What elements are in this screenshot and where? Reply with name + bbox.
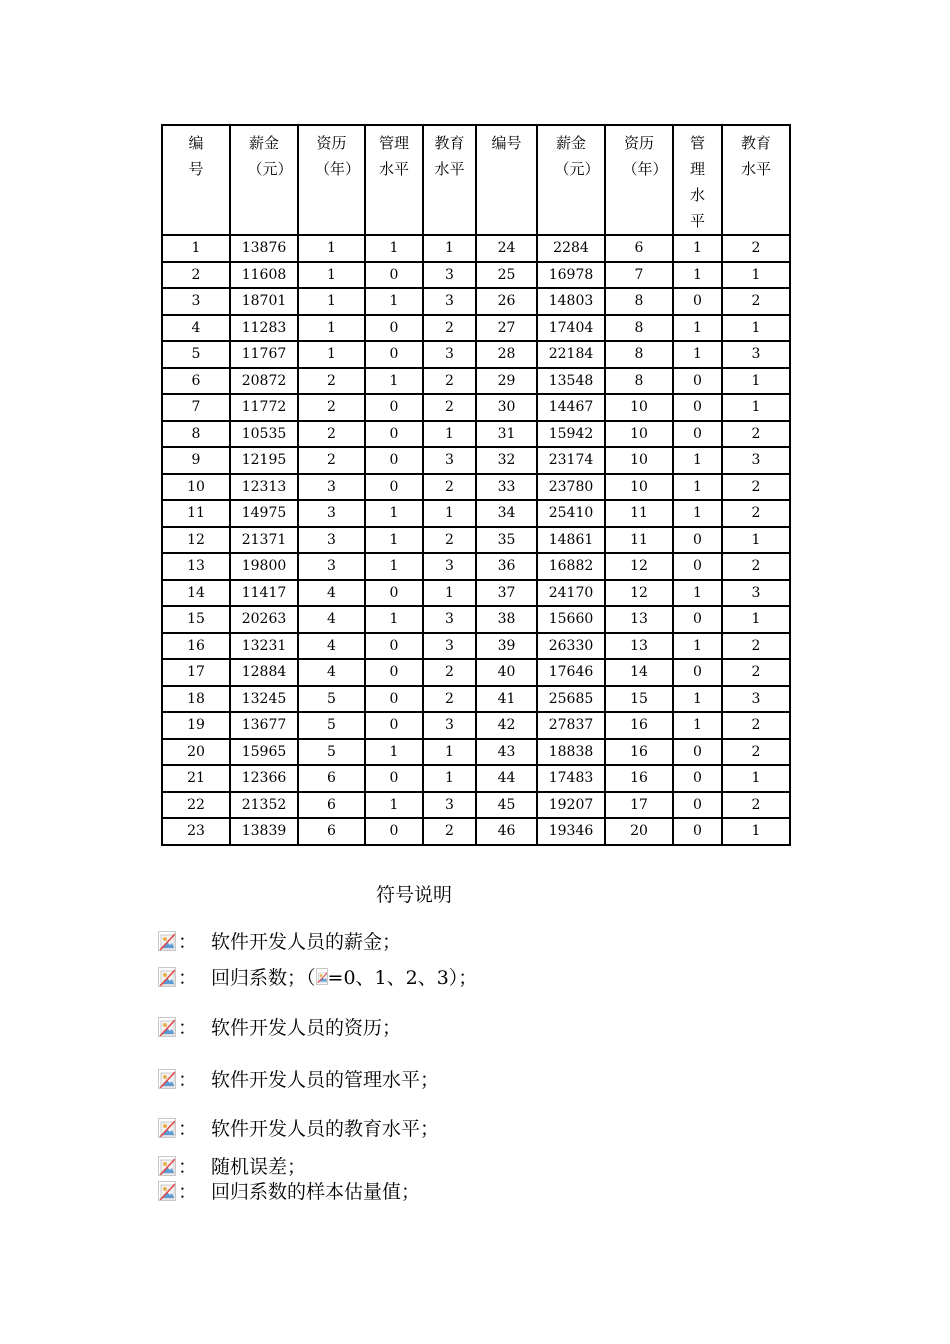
table-cell: 0 [365, 447, 423, 474]
table-row [162, 633, 790, 660]
table-cell: 28 [476, 341, 537, 368]
table-cell: 15660 [537, 606, 605, 633]
table-cell: 2 [423, 394, 476, 421]
header-cell: 薪金（元） [537, 125, 605, 235]
table-cell: 3 [423, 633, 476, 660]
table-cell: 12313 [230, 474, 298, 501]
table-cell: 24 [476, 235, 537, 262]
table-cell: 15 [162, 606, 230, 633]
table-cell: 1 [722, 527, 790, 554]
table-cell: 39 [476, 633, 537, 660]
table-cell: 6 [162, 368, 230, 395]
table-cell: 13839 [230, 818, 298, 845]
table-cell: 11772 [230, 394, 298, 421]
table-cell: 2 [423, 686, 476, 713]
table-cell: 13 [162, 553, 230, 580]
table-row [162, 580, 790, 607]
table-cell: 37 [476, 580, 537, 607]
header-cell: 管理水平 [365, 125, 423, 235]
table-cell: 15 [605, 686, 673, 713]
table-cell: 0 [365, 659, 423, 686]
table-cell: 18701 [230, 288, 298, 315]
table-row [162, 765, 790, 792]
legend-colon: ： [178, 931, 198, 953]
table-cell: 32 [476, 447, 537, 474]
table-cell: 0 [673, 288, 722, 315]
table-cell: 1 [365, 500, 423, 527]
broken-image-icon [316, 968, 328, 985]
table-cell: 25410 [537, 500, 605, 527]
table-cell: 18838 [537, 739, 605, 766]
table-cell: 41 [476, 686, 537, 713]
table-cell: 17 [605, 792, 673, 819]
table-cell: 5 [298, 686, 365, 713]
table-cell: 1 [722, 818, 790, 845]
table-cell: 3 [722, 447, 790, 474]
table-cell: 1 [365, 288, 423, 315]
table-cell: 15942 [537, 421, 605, 448]
table-cell: 0 [673, 739, 722, 766]
table-cell: 2 [423, 818, 476, 845]
table-cell: 11417 [230, 580, 298, 607]
legend-text: 软件开发人员的资历； [211, 1017, 402, 1039]
table-row [162, 739, 790, 766]
broken-image-icon [158, 1156, 176, 1176]
table-cell: 15965 [230, 739, 298, 766]
table-cell: 1 [365, 553, 423, 580]
table-cell: 45 [476, 792, 537, 819]
table-cell: 13 [605, 633, 673, 660]
table-cell: 1 [298, 262, 365, 289]
table-cell: 10 [605, 474, 673, 501]
table-cell: 13231 [230, 633, 298, 660]
table-cell: 21371 [230, 527, 298, 554]
table-cell: 3 [298, 474, 365, 501]
table-cell: 1 [673, 341, 722, 368]
legend-colon: ： [178, 1118, 198, 1140]
table-cell: 5 [298, 739, 365, 766]
table-cell: 0 [365, 262, 423, 289]
legend-text: 回归系数；（ [211, 967, 316, 989]
table-cell: 0 [365, 765, 423, 792]
table-cell: 2 [298, 394, 365, 421]
legend-text-after: =0、1、2、3）； [327, 967, 478, 989]
table-cell: 0 [673, 527, 722, 554]
header-cell: 编号 [162, 125, 230, 235]
table-cell: 1 [722, 394, 790, 421]
table-cell: 2 [423, 474, 476, 501]
table-cell: 2 [722, 421, 790, 448]
header-cell: 资历（年） [298, 125, 365, 235]
table-row [162, 368, 790, 395]
table-cell: 10 [605, 447, 673, 474]
table-cell: 38 [476, 606, 537, 633]
table-cell: 14861 [537, 527, 605, 554]
table-cell: 0 [673, 765, 722, 792]
table-row [162, 421, 790, 448]
table-cell: 1 [298, 235, 365, 262]
table-row [162, 686, 790, 713]
table-cell: 3 [423, 447, 476, 474]
table-cell: 36 [476, 553, 537, 580]
table-cell: 11283 [230, 315, 298, 342]
table-cell: 2 [722, 633, 790, 660]
table-cell: 2 [423, 315, 476, 342]
table-cell: 1 [722, 765, 790, 792]
table-cell: 19800 [230, 553, 298, 580]
table-cell: 3 [423, 606, 476, 633]
header-cell: 教育水平 [722, 125, 790, 235]
table-cell: 1 [673, 447, 722, 474]
table-cell: 1 [722, 315, 790, 342]
table-cell: 44 [476, 765, 537, 792]
table-cell: 19207 [537, 792, 605, 819]
table-cell: 6 [298, 818, 365, 845]
legend-text: 软件开发人员的教育水平； [211, 1118, 440, 1140]
table-cell: 14803 [537, 288, 605, 315]
table-cell: 2 [298, 447, 365, 474]
table-cell: 14975 [230, 500, 298, 527]
table-cell: 14 [605, 659, 673, 686]
table-cell: 22184 [537, 341, 605, 368]
table-cell: 2 [722, 235, 790, 262]
table-cell: 1 [673, 580, 722, 607]
table-cell: 23174 [537, 447, 605, 474]
table-cell: 0 [365, 712, 423, 739]
broken-image-icon [158, 1017, 176, 1037]
table-cell: 16 [162, 633, 230, 660]
table-cell: 1 [673, 633, 722, 660]
table-cell: 1 [673, 500, 722, 527]
legend-colon: ： [178, 1069, 198, 1091]
table-cell: 0 [365, 633, 423, 660]
table-cell: 25 [476, 262, 537, 289]
table-cell: 3 [298, 553, 365, 580]
legend-item [158, 927, 401, 954]
table-cell: 19346 [537, 818, 605, 845]
table-cell: 0 [673, 792, 722, 819]
table-cell: 24170 [537, 580, 605, 607]
legend-colon: ： [178, 1017, 198, 1039]
table-cell: 3 [298, 527, 365, 554]
table-cell: 1 [423, 500, 476, 527]
header-cell: 编号 [476, 125, 537, 235]
table-cell: 4 [298, 633, 365, 660]
table-cell: 20263 [230, 606, 298, 633]
table-cell: 11767 [230, 341, 298, 368]
table-row [162, 341, 790, 368]
legend-text: 随机误差； [211, 1156, 307, 1178]
table-cell: 16 [605, 765, 673, 792]
table-cell: 9 [162, 447, 230, 474]
table-cell: 16 [605, 739, 673, 766]
table-cell: 8 [605, 288, 673, 315]
legend-item [158, 1152, 306, 1179]
table-cell: 2 [423, 368, 476, 395]
table-cell: 3 [162, 288, 230, 315]
table-row [162, 262, 790, 289]
broken-image-icon [158, 1069, 176, 1089]
table-cell: 0 [365, 474, 423, 501]
table-cell: 4 [298, 580, 365, 607]
table-cell: 13 [605, 606, 673, 633]
legend-colon: ： [178, 967, 198, 989]
table-cell: 1 [722, 606, 790, 633]
table-cell: 1 [423, 739, 476, 766]
table-cell: 16882 [537, 553, 605, 580]
table-row [162, 553, 790, 580]
table-cell: 10 [605, 394, 673, 421]
table-cell: 13245 [230, 686, 298, 713]
table-cell: 10 [605, 421, 673, 448]
table-cell: 20 [162, 739, 230, 766]
table-cell: 5 [162, 341, 230, 368]
table-cell: 19 [162, 712, 230, 739]
table-cell: 20 [605, 818, 673, 845]
table-cell: 3 [423, 792, 476, 819]
table-cell: 3 [722, 580, 790, 607]
table-cell: 0 [365, 686, 423, 713]
table-cell: 13677 [230, 712, 298, 739]
table-cell: 1 [673, 262, 722, 289]
table-cell: 0 [673, 606, 722, 633]
table-cell: 17 [162, 659, 230, 686]
header-cell: 教育水平 [423, 125, 476, 235]
legend-item [158, 1013, 401, 1040]
table-cell: 25685 [537, 686, 605, 713]
legend-title: 符号说明 [375, 884, 452, 906]
table-cell: 11 [605, 500, 673, 527]
table-cell: 1 [365, 527, 423, 554]
table-cell: 1 [423, 421, 476, 448]
table-cell: 0 [365, 341, 423, 368]
table-row [162, 447, 790, 474]
table-cell: 26 [476, 288, 537, 315]
header-cell: 资历（年） [605, 125, 673, 235]
table-cell: 27 [476, 315, 537, 342]
table-cell: 21352 [230, 792, 298, 819]
table-cell: 1 [162, 235, 230, 262]
table-cell: 0 [673, 659, 722, 686]
legend-item [158, 1114, 439, 1141]
table-row [162, 474, 790, 501]
legend-item [158, 1177, 420, 1204]
table-cell: 30 [476, 394, 537, 421]
table-cell: 13548 [537, 368, 605, 395]
table-cell: 1 [365, 606, 423, 633]
table-cell: 3 [722, 686, 790, 713]
table-cell: 2 [722, 288, 790, 315]
table-cell: 2 [162, 262, 230, 289]
table-cell: 18 [162, 686, 230, 713]
table-cell: 1 [365, 739, 423, 766]
table-cell: 0 [673, 394, 722, 421]
table-cell: 2 [298, 368, 365, 395]
table-cell: 1 [423, 235, 476, 262]
table-cell: 6 [298, 765, 365, 792]
table-cell: 2 [423, 527, 476, 554]
table-cell: 0 [365, 818, 423, 845]
table-cell: 12 [162, 527, 230, 554]
table-cell: 11 [162, 500, 230, 527]
table-header-row [162, 125, 790, 235]
legend-text: 软件开发人员的薪金； [211, 931, 402, 953]
table-cell: 2 [722, 474, 790, 501]
table-cell: 0 [673, 818, 722, 845]
table-cell: 0 [673, 368, 722, 395]
table-cell: 11 [605, 527, 673, 554]
table-cell: 3 [423, 288, 476, 315]
table-cell: 23 [162, 818, 230, 845]
table-cell: 12 [605, 580, 673, 607]
table-cell: 42 [476, 712, 537, 739]
header-cell: 管理水平 [673, 125, 722, 235]
table-cell: 2 [722, 792, 790, 819]
table-row [162, 235, 790, 262]
table-cell: 0 [365, 421, 423, 448]
table-cell: 0 [365, 394, 423, 421]
table-cell: 0 [365, 315, 423, 342]
table-cell: 1 [722, 262, 790, 289]
broken-image-icon [158, 967, 176, 987]
table-cell: 8 [605, 341, 673, 368]
table-row [162, 500, 790, 527]
table-cell: 4 [298, 659, 365, 686]
table-cell: 10 [162, 474, 230, 501]
table-cell: 20872 [230, 368, 298, 395]
table-cell: 14 [162, 580, 230, 607]
table-cell: 1 [673, 235, 722, 262]
table-cell: 2 [722, 739, 790, 766]
table-cell: 0 [673, 421, 722, 448]
table-row [162, 315, 790, 342]
table-cell: 6 [605, 235, 673, 262]
table-cell: 1 [365, 235, 423, 262]
table-cell: 7 [162, 394, 230, 421]
table-cell: 1 [298, 315, 365, 342]
table-cell: 29 [476, 368, 537, 395]
table-cell: 11608 [230, 262, 298, 289]
table-cell: 4 [298, 606, 365, 633]
table-cell: 26330 [537, 633, 605, 660]
table-cell: 1 [673, 315, 722, 342]
table-cell: 1 [423, 765, 476, 792]
table-cell: 2 [722, 659, 790, 686]
table-cell: 46 [476, 818, 537, 845]
table-row [162, 792, 790, 819]
table-cell: 8 [605, 368, 673, 395]
table-cell: 3 [722, 341, 790, 368]
table-row [162, 712, 790, 739]
table-cell: 0 [365, 580, 423, 607]
table-cell: 12 [605, 553, 673, 580]
table-cell: 31 [476, 421, 537, 448]
table-cell: 1 [365, 368, 423, 395]
table-row [162, 288, 790, 315]
table-cell: 14467 [537, 394, 605, 421]
table-cell: 1 [722, 368, 790, 395]
table-cell: 8 [605, 315, 673, 342]
table-cell: 27837 [537, 712, 605, 739]
broken-image-icon [158, 1118, 176, 1138]
legend-colon: ： [178, 1181, 198, 1203]
table-cell: 12195 [230, 447, 298, 474]
table-cell: 4 [162, 315, 230, 342]
table-cell: 12366 [230, 765, 298, 792]
table-cell: 2284 [537, 235, 605, 262]
table-cell: 2 [722, 500, 790, 527]
table-cell: 2 [423, 659, 476, 686]
table-cell: 3 [423, 262, 476, 289]
table-row [162, 659, 790, 686]
table-cell: 8 [162, 421, 230, 448]
legend-colon: ： [178, 1156, 198, 1178]
table-cell: 16978 [537, 262, 605, 289]
legend-item [158, 963, 477, 990]
table-cell: 1 [365, 792, 423, 819]
table-row [162, 527, 790, 554]
table-cell: 17404 [537, 315, 605, 342]
table-cell: 3 [423, 712, 476, 739]
table-cell: 35 [476, 527, 537, 554]
table-row [162, 606, 790, 633]
table-cell: 12884 [230, 659, 298, 686]
table-cell: 21 [162, 765, 230, 792]
table-cell: 34 [476, 500, 537, 527]
table-body [162, 235, 790, 845]
header-cell: 薪金（元） [230, 125, 298, 235]
table-row [162, 818, 790, 845]
table-cell: 2 [298, 421, 365, 448]
table-cell: 1 [298, 341, 365, 368]
table-row [162, 394, 790, 421]
table-cell: 16 [605, 712, 673, 739]
table-cell: 1 [673, 686, 722, 713]
table-cell: 33 [476, 474, 537, 501]
table-cell: 3 [423, 553, 476, 580]
table-cell: 22 [162, 792, 230, 819]
table-cell: 40 [476, 659, 537, 686]
table-cell: 1 [298, 288, 365, 315]
table-cell: 1 [423, 580, 476, 607]
table-cell: 0 [673, 553, 722, 580]
table-cell: 2 [722, 712, 790, 739]
broken-image-icon [158, 931, 176, 951]
table-cell: 43 [476, 739, 537, 766]
table-cell: 23780 [537, 474, 605, 501]
legend-text: 软件开发人员的管理水平； [211, 1069, 440, 1091]
table-cell: 3 [298, 500, 365, 527]
table-cell: 17483 [537, 765, 605, 792]
table-cell: 3 [423, 341, 476, 368]
table-cell: 2 [722, 553, 790, 580]
salary-data-table [161, 124, 791, 846]
broken-image-icon [158, 1181, 176, 1201]
table-cell: 1 [673, 712, 722, 739]
table-cell: 17646 [537, 659, 605, 686]
table-cell: 10535 [230, 421, 298, 448]
table-cell: 6 [298, 792, 365, 819]
table-cell: 7 [605, 262, 673, 289]
table-cell: 5 [298, 712, 365, 739]
table-cell: 13876 [230, 235, 298, 262]
table-cell: 1 [673, 474, 722, 501]
legend-text: 回归系数的样本估量值； [211, 1181, 421, 1203]
legend-item [158, 1065, 439, 1092]
